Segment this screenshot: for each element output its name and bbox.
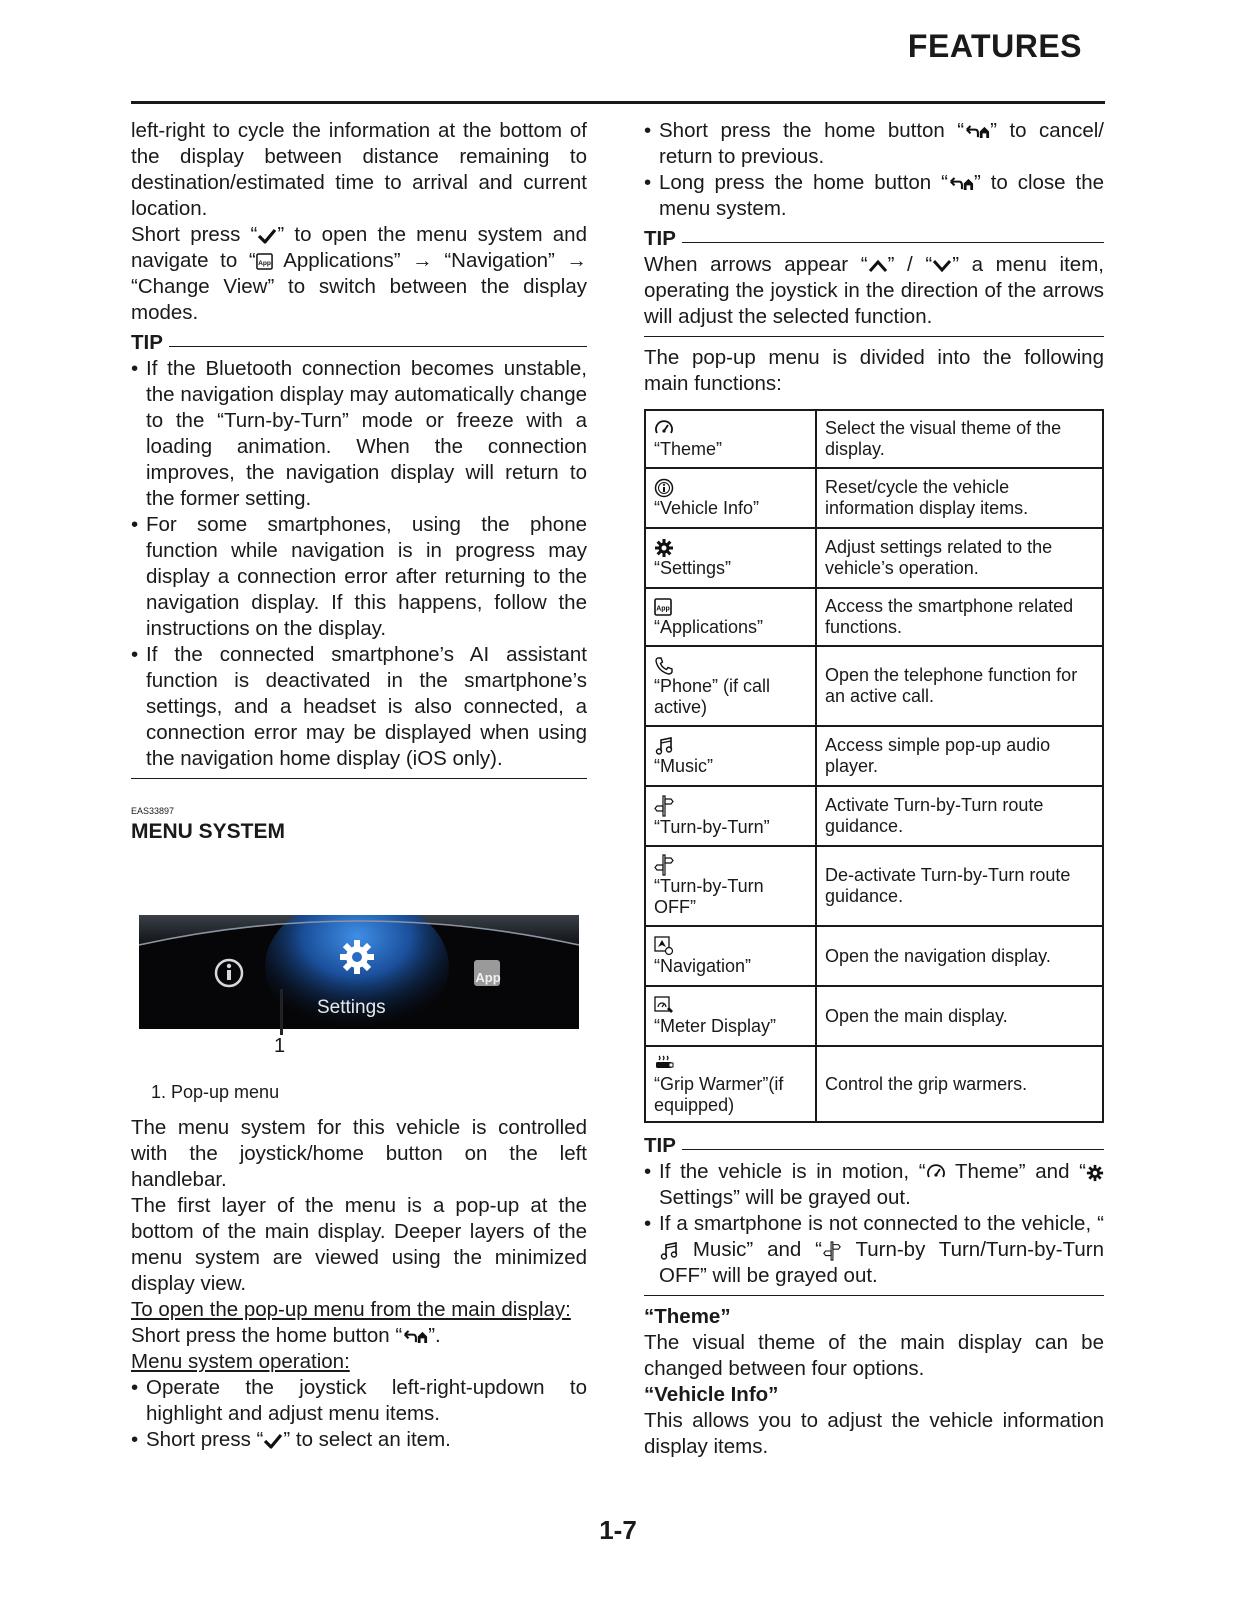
grip-warmer-icon [654, 1054, 674, 1074]
text-span: ” / “ [887, 253, 933, 276]
operation-bullet-2 [131, 1427, 587, 1453]
gauge-icon [654, 419, 674, 439]
table-row [645, 588, 1103, 646]
text-span: Short press the home button “ [131, 1324, 403, 1347]
function-name-cell [645, 726, 816, 786]
left-paragraph-5 [131, 1323, 587, 1349]
home-button-icon [964, 124, 990, 139]
function-desc-cell: Access simple pop-up audio player. [816, 726, 1103, 786]
home-short-press-bullet [644, 118, 1104, 170]
text-span: ”. [428, 1324, 441, 1347]
text-span: Settings” will be grayed out. [659, 1186, 911, 1209]
function-name-cell [645, 528, 816, 588]
tip-label: TIP [644, 227, 676, 250]
tip-rule [682, 242, 1104, 243]
function-desc-cell: Access the smartphone related functions. [816, 588, 1103, 646]
popup-menu-settings-label: Settings [317, 997, 386, 1018]
signpost-icon [654, 795, 674, 817]
check-icon [257, 228, 277, 244]
function-desc-cell: Control the grip warmers. [816, 1046, 1103, 1122]
navigation-icon [654, 936, 674, 956]
header-rule [131, 101, 1105, 104]
text-span: Short press “ [146, 1428, 264, 1451]
table-row [645, 846, 1103, 926]
theme-subtitle: “Theme” [644, 1305, 731, 1328]
function-name-cell [645, 646, 816, 726]
gear-icon [654, 538, 674, 558]
right-column [644, 118, 1104, 1460]
app-icon [256, 253, 273, 270]
function-name: “Applications” [654, 617, 764, 637]
tip-bullet-3: • If the connected smartphone’s AI assistant function is deactivated in the smartphone’s settings, and a headset is also connected, a connection error may be displayed when using the navigation home display (iOS only). [131, 642, 587, 772]
tip-bullet-2: • For some smartphones, using the phone function while navigation is in progress may display a connection error after returning to the navigation display. If this happens, follow the instructions on the display. [131, 512, 587, 642]
function-name-cell [645, 588, 816, 646]
function-name-cell [645, 410, 816, 468]
text-span: ” to select an item. [283, 1428, 451, 1451]
signpost-off-icon [654, 854, 674, 876]
subheading-open-popup: To open the pop-up menu from the main display: [131, 1298, 571, 1321]
text-span: Music” and “ [679, 1238, 822, 1261]
section-code: EAS33897 [131, 806, 175, 816]
function-name-cell [645, 926, 816, 986]
tip-end-rule [644, 1295, 1104, 1296]
info-icon [654, 478, 674, 498]
text-span: ” to cancel/ return to previous. [659, 119, 1104, 168]
music-icon [654, 736, 674, 756]
function-desc-cell: Open the main display. [816, 986, 1103, 1046]
tip-end-rule [644, 336, 1104, 337]
text-span: Long press the home button “ [659, 171, 948, 194]
tip-rule [169, 346, 587, 347]
operation-bullet-1: • Operate the joystick left-right-updown to highlight and adjust menu items. [131, 1375, 587, 1427]
app-icon [654, 598, 672, 616]
function-name: “Navigation” [654, 956, 752, 977]
function-name: “Vehicle Info” [654, 498, 760, 519]
function-name-cell [645, 786, 816, 846]
tip-heading [644, 1133, 1104, 1159]
function-name-cell [645, 1046, 816, 1122]
page-header-title: FEATURES [907, 28, 1082, 64]
function-name: “Grip Warmer”(if equipped) [654, 1073, 784, 1115]
table-row [645, 646, 1103, 726]
table-row [645, 1046, 1103, 1122]
tip-heading [131, 330, 587, 356]
function-desc-cell: Open the telephone function for an active call. [816, 646, 1103, 726]
music-icon [659, 1241, 679, 1261]
tip-label: TIP [644, 1134, 676, 1157]
text-span: Short press “ [131, 223, 258, 246]
table-row [645, 468, 1103, 528]
function-name: “Settings” [654, 558, 732, 579]
function-desc-cell: De-activate Turn-by-Turn route guidance. [816, 846, 1103, 926]
subheading-menu-operation: Menu system operation: [131, 1350, 350, 1373]
tip2-bullet-2 [644, 1211, 1104, 1289]
callout-line [280, 989, 283, 1035]
function-name-cell [645, 986, 816, 1046]
home-button-icon [402, 1329, 428, 1344]
tip-end-rule [131, 778, 587, 779]
home-button-icon [948, 176, 974, 191]
function-desc-cell: Select the visual theme of the display. [816, 410, 1103, 468]
table-row [645, 528, 1103, 588]
function-desc-cell: Open the navigation display. [816, 926, 1103, 986]
popup-menu-screen [139, 915, 579, 1029]
figure-caption: 1. Pop-up menu [151, 1082, 280, 1102]
function-name: “Music” [654, 756, 713, 777]
text-span: Short press the home button “ [659, 119, 965, 142]
function-name: “Turn-by-Turn OFF” [654, 876, 764, 918]
right-paragraph-1: The pop-up menu is divided into the following main functions: [644, 346, 1104, 395]
vehicle-info-subtitle: “Vehicle Info” [644, 1383, 779, 1406]
table-row [645, 786, 1103, 846]
check-icon [263, 1433, 283, 1449]
function-name: “Turn-by-Turn” [654, 816, 770, 837]
function-desc-cell: Activate Turn-by-Turn route guidance. [816, 786, 1103, 846]
tip2-bullet-1 [644, 1159, 1104, 1211]
left-paragraph-2 [131, 222, 587, 326]
tip-label: TIP [131, 331, 163, 354]
tip-bullet-1: • If the Bluetooth connection becomes unstable, the navigation display may automatically change to the “Turn-by-Turn” mode or freeze with a loading animation. When the connection improves, the navigation display will return to the former setting. [131, 356, 587, 512]
function-name: “Meter Display” [654, 1016, 777, 1037]
home-long-press-bullet [644, 170, 1104, 222]
text-span: ” to close the menu system. [659, 171, 1104, 220]
text-span: If a smartphone is not connected to the vehicle, “ [659, 1212, 1104, 1235]
function-desc-cell: Adjust settings related to the vehicle’s operation. [816, 528, 1103, 588]
section-title: MENU SYSTEM [131, 820, 286, 843]
gauge-icon [926, 1163, 946, 1183]
functions-table [644, 409, 1104, 1123]
text-span: Theme” and “ [945, 1160, 1086, 1183]
text-span: Turn-by Turn/Turn-by-Turn OFF” will be grayed out. [659, 1238, 1104, 1287]
function-name: “Phone” (if call active) [654, 675, 771, 717]
text-span: Applications” → “Navigation” → “Change View” to switch between the display modes. [131, 249, 587, 324]
popup-menu-app-badge: App [475, 970, 501, 985]
text-span: ” a menu item, operating the joystick in the direction of the arrows will adjust the selected function. [644, 253, 1104, 328]
table-row [645, 986, 1103, 1046]
text-span: If the vehicle is in motion, “ [659, 1160, 926, 1183]
theme-text: The visual theme of the main display can be changed between four options. [644, 1331, 1104, 1380]
tip-arrows-text [644, 252, 1104, 330]
gear-icon [1086, 1164, 1104, 1182]
function-name: “Theme” [654, 439, 723, 460]
left-paragraph-4: The first layer of the menu is a pop-up at the bottom of the main display. Deeper layers of the menu system are viewed using the minimized display view. [131, 1194, 587, 1295]
function-name-cell [645, 846, 816, 926]
table-row [645, 926, 1103, 986]
chevron-up-icon [868, 259, 888, 273]
meter-icon [654, 996, 674, 1016]
left-paragraph-3: The menu system for this vehicle is controlled with the joystick/home button on the left handlebar. [131, 1116, 587, 1191]
text-span: When arrows appear “ [644, 253, 868, 276]
signpost-icon [822, 1241, 842, 1261]
phone-icon [654, 656, 674, 676]
left-paragraph-1: left-right to cycle the information at the bottom of the display between distance remaining to destination/estimated time to arrival and current location. [131, 119, 587, 220]
page-number: 1-7 [599, 1515, 637, 1545]
callout-number: 1 [274, 1035, 286, 1057]
table-row [645, 726, 1103, 786]
text-span: ” to open the menu system and navigate to “ [131, 223, 587, 272]
function-desc-cell: Reset/cycle the vehicle information display items. [816, 468, 1103, 528]
table-row [645, 410, 1103, 468]
vehicle-info-text: This allows you to adjust the vehicle information display items. [644, 1409, 1104, 1458]
function-name-cell [645, 468, 816, 528]
chevron-down-icon [932, 259, 952, 273]
tip-heading [644, 226, 1104, 252]
left-column [131, 118, 587, 1453]
tip-rule [682, 1149, 1104, 1150]
